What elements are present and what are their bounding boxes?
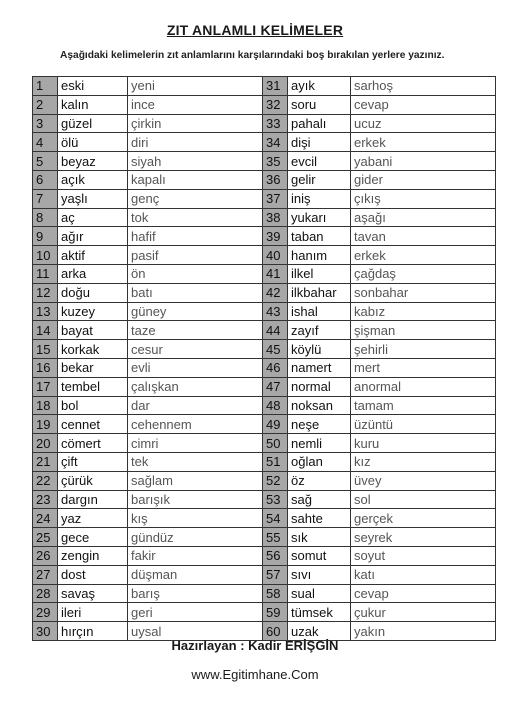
word-cell: dost xyxy=(58,565,128,584)
row-number: 44 xyxy=(263,321,288,340)
author-credit: Hazırlayan : Kadir ERİŞGİN xyxy=(171,638,339,653)
opposite-answer-cell[interactable]: kız xyxy=(351,452,496,471)
word-cell: arka xyxy=(58,264,128,283)
word-row xyxy=(33,77,263,96)
word-cell: zengin xyxy=(58,546,128,565)
row-number: 26 xyxy=(33,546,58,565)
word-cell: gece xyxy=(58,528,128,547)
instruction-text: Aşağıdaki kelimelerin zıt anlamlarını karşılarındaki boş bırakılan yerlere yazınız. xyxy=(60,50,445,61)
word-row xyxy=(33,208,263,227)
opposite-answer-cell[interactable]: genç xyxy=(128,189,263,208)
word-cell: sıvı xyxy=(288,565,351,584)
opposite-answer-cell[interactable]: tok xyxy=(128,208,263,227)
word-cell: güzel xyxy=(58,114,128,133)
word-row xyxy=(263,227,496,246)
word-row xyxy=(33,302,263,321)
word-cell: köylü xyxy=(288,340,351,359)
opposite-answer-cell[interactable]: anormal xyxy=(351,377,496,396)
row-number: 10 xyxy=(33,246,58,265)
opposite-answer-cell[interactable]: çıkış xyxy=(351,189,496,208)
opposite-answer-cell[interactable]: diri xyxy=(128,133,263,152)
opposite-answer-cell[interactable]: uysal xyxy=(128,622,263,641)
word-row xyxy=(263,490,496,509)
opposite-answer-cell[interactable]: erkek xyxy=(351,246,496,265)
row-number: 23 xyxy=(33,490,58,509)
word-cell: beyaz xyxy=(58,152,128,171)
word-row xyxy=(263,434,496,453)
opposite-answer-cell[interactable]: şişman xyxy=(351,321,496,340)
word-cell: bekar xyxy=(58,358,128,377)
row-number: 15 xyxy=(33,340,58,359)
word-cell: hanım xyxy=(288,246,351,265)
opposite-answer-cell[interactable]: yabani xyxy=(351,152,496,171)
opposite-answer-cell[interactable]: ön xyxy=(128,264,263,283)
word-cell: iniş xyxy=(288,189,351,208)
row-number: 58 xyxy=(263,584,288,603)
worksheet-title-text: ZIT ANLAMLI KELİMELER xyxy=(166,22,344,38)
opposite-answer-cell[interactable]: seyrek xyxy=(351,528,496,547)
word-cell: ilkel xyxy=(288,264,351,283)
row-number: 5 xyxy=(33,152,58,171)
word-row xyxy=(33,471,263,490)
word-row xyxy=(33,490,263,509)
row-number: 20 xyxy=(33,434,58,453)
opposite-answer-cell[interactable]: gider xyxy=(351,170,496,189)
word-cell: nemli xyxy=(288,434,351,453)
opposite-answer-cell[interactable]: sağlam xyxy=(128,471,263,490)
opposite-answer-cell[interactable]: yakın xyxy=(351,622,496,641)
word-row xyxy=(263,152,496,171)
row-number: 53 xyxy=(263,490,288,509)
opposite-answer-cell[interactable]: tamam xyxy=(351,396,496,415)
row-number: 27 xyxy=(33,565,58,584)
row-number: 36 xyxy=(263,170,288,189)
word-cell: sual xyxy=(288,584,351,603)
word-cell: ayık xyxy=(288,77,351,96)
word-row xyxy=(33,114,263,133)
word-cell: hırçın xyxy=(58,622,128,641)
word-row xyxy=(263,114,496,133)
word-cell: normal xyxy=(288,377,351,396)
website-link[interactable]: www.Egitimhane.Com xyxy=(191,667,319,682)
word-row xyxy=(263,396,496,415)
opposite-answer-cell[interactable]: taze xyxy=(128,321,263,340)
word-row xyxy=(263,189,496,208)
word-row xyxy=(33,415,263,434)
word-row xyxy=(263,170,496,189)
word-cell: dargın xyxy=(58,490,128,509)
word-cell: doğu xyxy=(58,283,128,302)
word-cell: sağ xyxy=(288,490,351,509)
opposite-answer-cell[interactable]: siyah xyxy=(128,152,263,171)
word-cell: savaş xyxy=(58,584,128,603)
word-cell: dişi xyxy=(288,133,351,152)
row-number: 41 xyxy=(263,264,288,283)
word-cell: ilkbahar xyxy=(288,283,351,302)
row-number: 56 xyxy=(263,546,288,565)
word-row xyxy=(33,227,263,246)
row-number: 45 xyxy=(263,340,288,359)
word-row xyxy=(263,377,496,396)
word-cell: kalın xyxy=(58,95,128,114)
word-row xyxy=(33,340,263,359)
word-cell: yukarı xyxy=(288,208,351,227)
opposite-answer-cell[interactable]: sol xyxy=(351,490,496,509)
word-cell: çürük xyxy=(58,471,128,490)
row-number: 47 xyxy=(263,377,288,396)
row-number: 3 xyxy=(33,114,58,133)
row-number: 7 xyxy=(33,189,58,208)
opposite-answer-cell[interactable]: çağdaş xyxy=(351,264,496,283)
word-cell: bol xyxy=(58,396,128,415)
word-row xyxy=(33,565,263,584)
opposite-answer-cell[interactable]: cehennem xyxy=(128,415,263,434)
word-row xyxy=(33,509,263,528)
opposite-answer-cell[interactable]: soyut xyxy=(351,546,496,565)
word-cell: yaşlı xyxy=(58,189,128,208)
word-row xyxy=(33,603,263,622)
word-row xyxy=(33,434,263,453)
opposite-answer-cell[interactable]: mert xyxy=(351,358,496,377)
word-row xyxy=(33,189,263,208)
word-cell: ileri xyxy=(58,603,128,622)
word-row xyxy=(263,77,496,96)
word-row xyxy=(263,528,496,547)
opposite-answer-cell[interactable]: barışık xyxy=(128,490,263,509)
word-cell: öz xyxy=(288,471,351,490)
word-row xyxy=(263,358,496,377)
row-number: 9 xyxy=(33,227,58,246)
opposite-answer-cell[interactable]: üvey xyxy=(351,471,496,490)
opposite-answer-cell[interactable]: katı xyxy=(351,565,496,584)
opposite-answer-cell[interactable]: gündüz xyxy=(128,528,263,547)
word-row xyxy=(263,471,496,490)
opposite-answer-cell[interactable]: hafif xyxy=(128,227,263,246)
opposite-answer-cell[interactable]: batı xyxy=(128,283,263,302)
word-cell: sık xyxy=(288,528,351,547)
word-cell: cömert xyxy=(58,434,128,453)
row-number: 59 xyxy=(263,603,288,622)
opposite-answer-cell[interactable]: pasif xyxy=(128,246,263,265)
word-cell: yaz xyxy=(58,509,128,528)
row-number: 50 xyxy=(263,434,288,453)
opposite-answer-cell[interactable]: cesur xyxy=(128,340,263,359)
word-row xyxy=(33,528,263,547)
word-cell: açık xyxy=(58,170,128,189)
word-cell: eski xyxy=(58,77,128,96)
word-cell: uzak xyxy=(288,622,351,641)
row-number: 29 xyxy=(33,603,58,622)
word-cell: zayıf xyxy=(288,321,351,340)
row-number: 37 xyxy=(263,189,288,208)
opposite-answer-cell[interactable]: fakir xyxy=(128,546,263,565)
row-number: 17 xyxy=(33,377,58,396)
row-number: 14 xyxy=(33,321,58,340)
word-row xyxy=(263,509,496,528)
word-cell: oğlan xyxy=(288,452,351,471)
word-cell: taban xyxy=(288,227,351,246)
word-cell: sahte xyxy=(288,509,351,528)
row-number: 6 xyxy=(33,170,58,189)
opposite-answer-cell[interactable]: üzüntü xyxy=(351,415,496,434)
row-number: 60 xyxy=(263,622,288,641)
word-cell: ölü xyxy=(58,133,128,152)
row-number: 25 xyxy=(33,528,58,547)
row-number: 40 xyxy=(263,246,288,265)
opposite-answer-cell[interactable]: çalışkan xyxy=(128,377,263,396)
word-row xyxy=(263,452,496,471)
opposite-answer-cell[interactable]: geri xyxy=(128,603,263,622)
word-cell: evcil xyxy=(288,152,351,171)
opposite-answer-cell[interactable]: çirkin xyxy=(128,114,263,133)
word-row xyxy=(263,603,496,622)
opposite-answer-cell[interactable]: kapalı xyxy=(128,170,263,189)
word-row xyxy=(263,133,496,152)
word-row xyxy=(33,133,263,152)
word-row xyxy=(33,95,263,114)
row-number: 11 xyxy=(33,264,58,283)
opposite-answer-cell[interactable]: çukur xyxy=(351,603,496,622)
row-number: 1 xyxy=(33,77,58,96)
row-number: 2 xyxy=(33,95,58,114)
row-number: 13 xyxy=(33,302,58,321)
word-cell: kuzey xyxy=(58,302,128,321)
word-row xyxy=(33,152,263,171)
row-number: 24 xyxy=(33,509,58,528)
row-number: 21 xyxy=(33,452,58,471)
word-row xyxy=(33,584,263,603)
opposite-answer-cell[interactable]: yeni xyxy=(128,77,263,96)
row-number: 42 xyxy=(263,283,288,302)
word-row xyxy=(263,283,496,302)
opposite-answer-cell[interactable]: cimri xyxy=(128,434,263,453)
opposite-answer-cell[interactable]: gerçek xyxy=(351,509,496,528)
opposite-answer-cell[interactable]: erkek xyxy=(351,133,496,152)
opposite-answer-cell[interactable]: evli xyxy=(128,358,263,377)
worksheet-title xyxy=(0,22,510,38)
row-number: 51 xyxy=(263,452,288,471)
word-cell: tembel xyxy=(58,377,128,396)
row-number: 49 xyxy=(263,415,288,434)
row-number: 31 xyxy=(263,77,288,96)
word-cell: ağır xyxy=(58,227,128,246)
word-row xyxy=(263,415,496,434)
word-cell: aç xyxy=(58,208,128,227)
word-row xyxy=(263,321,496,340)
word-row xyxy=(33,377,263,396)
row-number: 32 xyxy=(263,95,288,114)
row-number: 18 xyxy=(33,396,58,415)
word-cell: tümsek xyxy=(288,603,351,622)
row-number: 22 xyxy=(33,471,58,490)
opposite-answer-cell[interactable]: cevap xyxy=(351,584,496,603)
word-cell: bayat xyxy=(58,321,128,340)
opposite-answer-cell[interactable]: güney xyxy=(128,302,263,321)
row-number: 33 xyxy=(263,114,288,133)
row-number: 8 xyxy=(33,208,58,227)
row-number: 54 xyxy=(263,509,288,528)
row-number: 46 xyxy=(263,358,288,377)
opposite-answer-cell[interactable]: tek xyxy=(128,452,263,471)
word-row xyxy=(263,546,496,565)
word-row xyxy=(263,208,496,227)
word-cell: namert xyxy=(288,358,351,377)
left-word-table xyxy=(32,76,263,641)
row-number: 30 xyxy=(33,622,58,641)
word-row xyxy=(263,246,496,265)
opposite-answer-cell[interactable]: barış xyxy=(128,584,263,603)
word-row xyxy=(263,565,496,584)
row-number: 55 xyxy=(263,528,288,547)
row-number: 4 xyxy=(33,133,58,152)
row-number: 12 xyxy=(33,283,58,302)
opposite-answer-cell[interactable]: kabız xyxy=(351,302,496,321)
opposite-answer-cell[interactable]: ince xyxy=(128,95,263,114)
opposite-answer-cell[interactable]: tavan xyxy=(351,227,496,246)
word-row xyxy=(263,340,496,359)
word-cell: cennet xyxy=(58,415,128,434)
word-row xyxy=(263,264,496,283)
word-row xyxy=(33,283,263,302)
word-cell: pahalı xyxy=(288,114,351,133)
opposite-answer-cell[interactable]: dar xyxy=(128,396,263,415)
row-number: 48 xyxy=(263,396,288,415)
word-row xyxy=(33,358,263,377)
row-number: 39 xyxy=(263,227,288,246)
opposite-answer-cell[interactable]: aşağı xyxy=(351,208,496,227)
word-cell: gelir xyxy=(288,170,351,189)
word-cell: somut xyxy=(288,546,351,565)
opposite-answer-cell[interactable]: sonbahar xyxy=(351,283,496,302)
right-word-table xyxy=(262,76,496,641)
opposite-answer-cell[interactable]: ucuz xyxy=(351,114,496,133)
opposite-answer-cell[interactable]: düşman xyxy=(128,565,263,584)
word-row xyxy=(33,264,263,283)
opposite-answer-cell[interactable]: kış xyxy=(128,509,263,528)
row-number: 35 xyxy=(263,152,288,171)
word-cell: soru xyxy=(288,95,351,114)
word-row xyxy=(263,302,496,321)
opposite-answer-cell[interactable]: cevap xyxy=(351,95,496,114)
row-number: 34 xyxy=(263,133,288,152)
word-row xyxy=(33,170,263,189)
word-row xyxy=(33,246,263,265)
word-cell: neşe xyxy=(288,415,351,434)
row-number: 57 xyxy=(263,565,288,584)
word-row xyxy=(33,452,263,471)
opposite-answer-cell[interactable]: şehirli xyxy=(351,340,496,359)
word-cell: çift xyxy=(58,452,128,471)
word-row xyxy=(263,95,496,114)
row-number: 28 xyxy=(33,584,58,603)
word-row xyxy=(33,546,263,565)
opposite-answer-cell[interactable]: sarhoş xyxy=(351,77,496,96)
row-number: 19 xyxy=(33,415,58,434)
word-row xyxy=(33,321,263,340)
word-row xyxy=(33,396,263,415)
word-cell: korkak xyxy=(58,340,128,359)
word-cell: aktif xyxy=(58,246,128,265)
row-number: 52 xyxy=(263,471,288,490)
row-number: 16 xyxy=(33,358,58,377)
word-cell: noksan xyxy=(288,396,351,415)
word-row xyxy=(263,584,496,603)
row-number: 38 xyxy=(263,208,288,227)
row-number: 43 xyxy=(263,302,288,321)
opposite-answer-cell[interactable]: kuru xyxy=(351,434,496,453)
word-cell: ishal xyxy=(288,302,351,321)
